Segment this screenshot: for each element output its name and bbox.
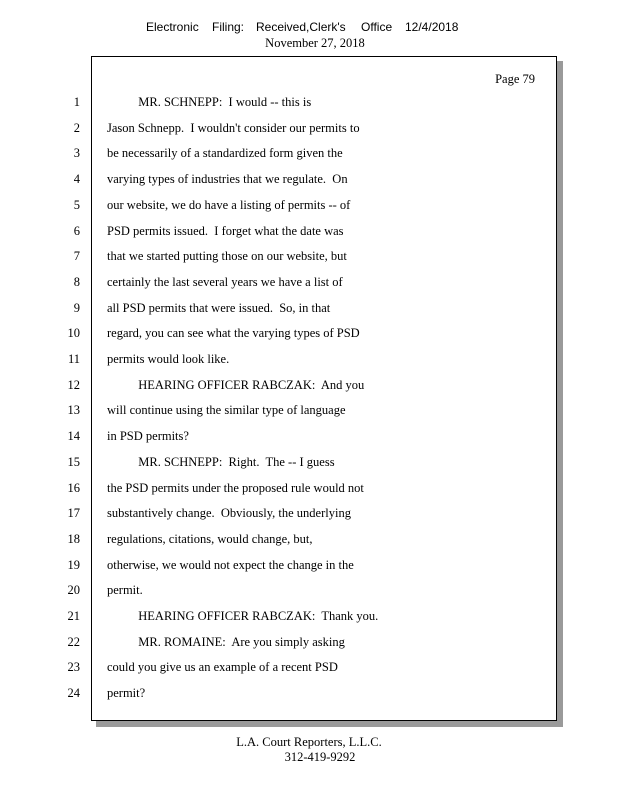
- line-number: 9: [73, 300, 80, 315]
- line-number: 12: [67, 377, 80, 392]
- line-number: 17: [67, 506, 80, 521]
- transcript-line: MR. ROMAINE: Are you simply asking: [107, 634, 345, 649]
- stamp-filing: Filing:: [212, 20, 245, 34]
- transcript-line: PSD permits issued. I forget what the date was: [107, 223, 344, 238]
- line-number: 19: [67, 557, 80, 572]
- transcript-line: our website, we do have a listing of permits -- of: [107, 197, 351, 212]
- line-number: 3: [73, 146, 80, 161]
- transcript-line: permit.: [107, 583, 143, 598]
- transcript-line: could you give us an example of a recent PSD: [107, 660, 338, 675]
- line-number: 1: [73, 95, 80, 109]
- transcript-line: HEARING OFFICER RABCZAK: And you: [107, 377, 365, 392]
- line-number: 23: [67, 660, 80, 675]
- line-number: 10: [67, 326, 80, 341]
- transcript-line: MR. SCHNEPP: Right. The -- I guess: [107, 454, 335, 469]
- stamp-office: Office: [361, 20, 393, 34]
- line-number: 22: [67, 634, 80, 649]
- transcript-line: permit?: [107, 686, 146, 701]
- line-number: 7: [73, 249, 80, 264]
- transcript-line: regulations, citations, would change, but,: [107, 531, 313, 546]
- transcript-line: be necessarily of a standardized form given the: [107, 146, 343, 161]
- line-number: 14: [67, 429, 80, 444]
- line-number: 13: [67, 403, 80, 418]
- transcript-line: Jason Schnepp. I wouldn't consider our permits to: [107, 120, 360, 135]
- line-number: 8: [73, 274, 80, 289]
- line-number: 18: [67, 531, 80, 546]
- line-number: 16: [67, 480, 80, 495]
- line-number: 15: [67, 454, 80, 469]
- page-number: Page 79: [495, 72, 535, 86]
- line-number: 4: [73, 172, 80, 187]
- stamp-date: 12/4/2018: [405, 20, 459, 34]
- transcript-line: that we started putting those on our website, but: [107, 249, 347, 264]
- line-number: 24: [67, 686, 80, 701]
- transcript-line: all PSD permits that were issued. So, in that: [107, 300, 331, 315]
- line-number: 5: [73, 197, 80, 212]
- transcript-line: HEARING OFFICER RABCZAK: Thank you.: [107, 609, 379, 623]
- stamp-received-clerks: Received,Clerk's: [256, 20, 346, 34]
- transcript-line: regard, you can see what the varying types of PSD: [107, 326, 360, 341]
- transcript-line: varying types of industries that we regulate. On: [107, 172, 348, 187]
- footer-company: L.A. Court Reporters, L.L.C.: [236, 735, 382, 749]
- transcript-date: November 27, 2018: [265, 36, 365, 50]
- line-number: 20: [67, 583, 80, 598]
- transcript-line: the PSD permits under the proposed rule would not: [107, 480, 364, 495]
- stamp-electronic: Electronic: [146, 20, 199, 34]
- line-number: 6: [73, 223, 80, 238]
- transcript-line: in PSD permits?: [107, 429, 189, 444]
- transcript-line: substantively change. Obviously, the underlying: [107, 506, 351, 521]
- line-number: 2: [73, 120, 80, 135]
- transcript-line: permits would look like.: [107, 352, 230, 366]
- footer-phone: 312-419-9292: [284, 750, 356, 764]
- line-number: 21: [67, 609, 80, 623]
- line-number: 11: [67, 352, 80, 366]
- transcript-line: will continue using the similar type of language: [107, 403, 346, 418]
- transcript-line: otherwise, we would not expect the change in the: [107, 557, 354, 572]
- transcript-line: MR. SCHNEPP: I would -- this is: [107, 95, 312, 109]
- transcript-line: certainly the last several years we have a list of: [107, 274, 343, 289]
